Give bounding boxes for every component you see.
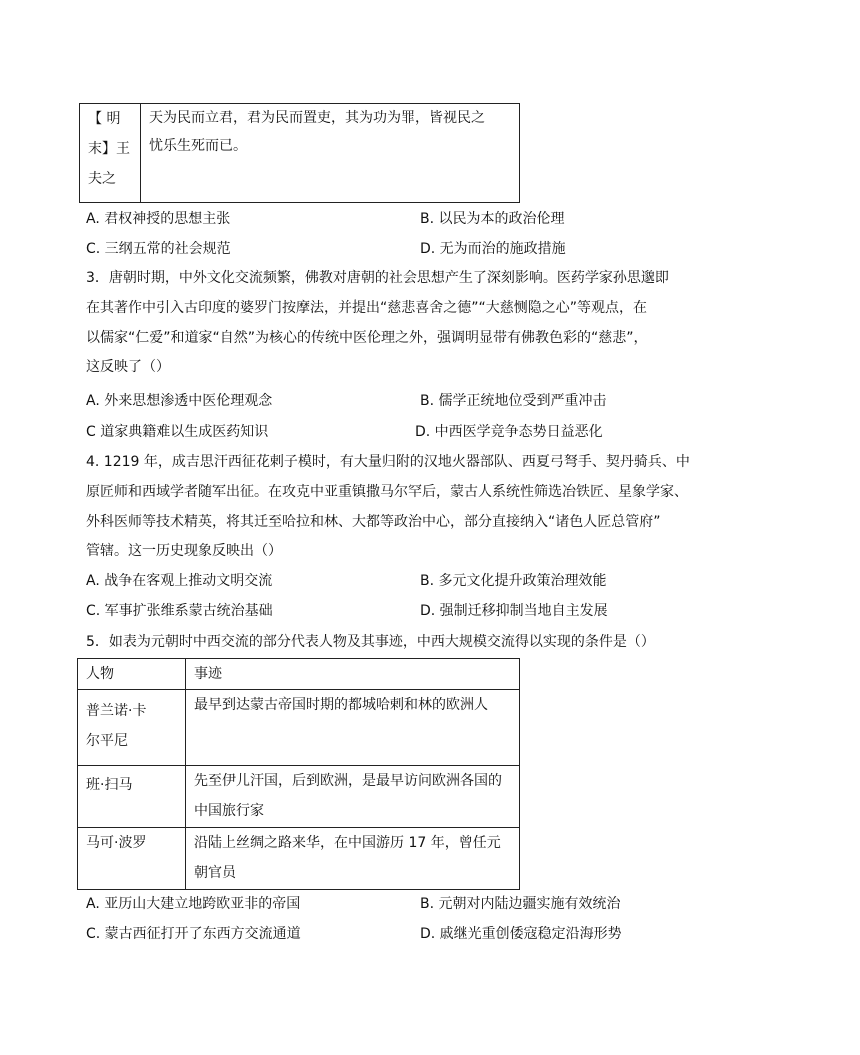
q3-stem-line: 这反映了（）: [86, 359, 170, 375]
quote-table: [79, 103, 520, 203]
q4-option-b: B. 多元文化提升政策治理效能: [420, 573, 607, 589]
q3-option-d: D. 中西医学竞争态势日益恶化: [415, 424, 603, 440]
q3-option-a: A. 外来思想渗透中医伦理观念: [86, 393, 273, 409]
q4-option-a: A. 战争在客观上推动文明交流: [86, 573, 273, 589]
person-line: 普兰诺·卡: [86, 703, 147, 719]
table-cell-person: [78, 828, 186, 890]
q3-stem-line: 以儒家“仁爱”和道家“自然”为核心的传统中医伦理之外，强调明显带有佛教色彩的“慈悲”，: [86, 330, 648, 346]
q3-option-b: B. 儒学正统地位受到严重冲击: [420, 393, 607, 409]
q3-stem-line: 3．唐朝时期，中外文化交流频繁，佛教对唐朝的社会思想产生了深刻影响。医药学家孙思邈即: [86, 270, 669, 286]
q3-stem-line: 在其著作中引入古印度的婆罗门按摩法，并提出“慈悲喜舍之德”“大慈恻隐之心”等观点，在: [86, 300, 648, 316]
q2-option-b: B. 以民为本的政治伦理: [420, 211, 565, 227]
deeds-line: 中国旅行家: [194, 803, 264, 819]
table-header-person: 人物: [78, 659, 186, 690]
q4-stem-line: 原匠师和西域学者随军出征。在攻克中亚重镇撒马尔罕后，蒙古人系统性筛选冶铁匠、星象学家、: [86, 484, 688, 500]
q5-table: [77, 658, 520, 890]
table-header-deeds: 事迹: [186, 659, 520, 690]
q5-option-c: C. 蒙古西征打开了东西方交流通道: [86, 926, 301, 942]
table-cell-person: [78, 690, 186, 766]
q4-option-d: D. 强制迁移抑制当地自主发展: [420, 603, 608, 619]
quote-author-line: 夫之: [88, 171, 116, 187]
q4-stem-line: 4. 1219 年，成吉思汗西征花剌子模时，有大量归附的汉地火器部队、西夏弓弩手、契丹骑兵、中: [86, 454, 690, 470]
person-line: 班·扫马: [86, 777, 133, 793]
q5-option-d: D. 戚继光重创倭寇稳定沿海形势: [420, 926, 622, 942]
q2-option-d: D. 无为而治的施政措施: [420, 241, 566, 257]
table-row: [78, 766, 520, 828]
deeds-line: 最早到达蒙古帝国时期的都城哈剌和林的欧洲人: [194, 697, 488, 713]
q4-option-c: C. 军事扩张维系蒙古统治基础: [86, 603, 273, 619]
table-row: [78, 828, 520, 890]
q5-option-a: A. 亚历山大建立地跨欧亚非的帝国: [86, 896, 301, 912]
table-cell-person: [78, 766, 186, 828]
quote-line: 天为民而立君，君为民而置吏，其为功为罪，皆视民之: [149, 110, 485, 126]
q2-option-c: C. 三纲五常的社会规范: [86, 241, 231, 257]
quote-text-cell: [141, 104, 520, 203]
person-line: 尔平尼: [86, 733, 128, 749]
deeds-line: 沿陆上丝绸之路来华，在中国游历 17 年，曾任元: [194, 835, 501, 851]
quote-author-line: 末】王: [88, 141, 130, 157]
q3-option-c: C 道家典籍难以生成医药知识: [86, 424, 269, 440]
q4-stem-line: 外科医师等技术精英，将其迁至哈拉和林、大都等政治中心，部分直接纳入“诸色人匠总管府”: [86, 514, 661, 530]
table-row: [78, 690, 520, 766]
deeds-line: 朝官员: [194, 865, 236, 881]
person-line: 马可·波罗: [86, 835, 147, 851]
quote-line: 忧乐生死而已。: [149, 138, 247, 154]
table-cell-deeds: [186, 766, 520, 828]
quote-author-cell: [80, 104, 141, 203]
q5-option-b: B. 元朝对内陆边疆实施有效统治: [420, 896, 621, 912]
deeds-line: 先至伊儿汗国，后到欧洲，是最早访问欧洲各国的: [194, 773, 502, 789]
q4-stem-line: 管辖。这一历史现象反映出（）: [86, 543, 282, 559]
q2-option-a: A. 君权神授的思想主张: [86, 211, 231, 227]
quote-author-line: 【 明: [88, 111, 121, 127]
q5-stem: 5．如表为元朝时中西交流的部分代表人物及其事迹，中西大规模交流得以实现的条件是（）: [86, 634, 655, 650]
table-cell-deeds: [186, 828, 520, 890]
table-cell-deeds: [186, 690, 520, 766]
